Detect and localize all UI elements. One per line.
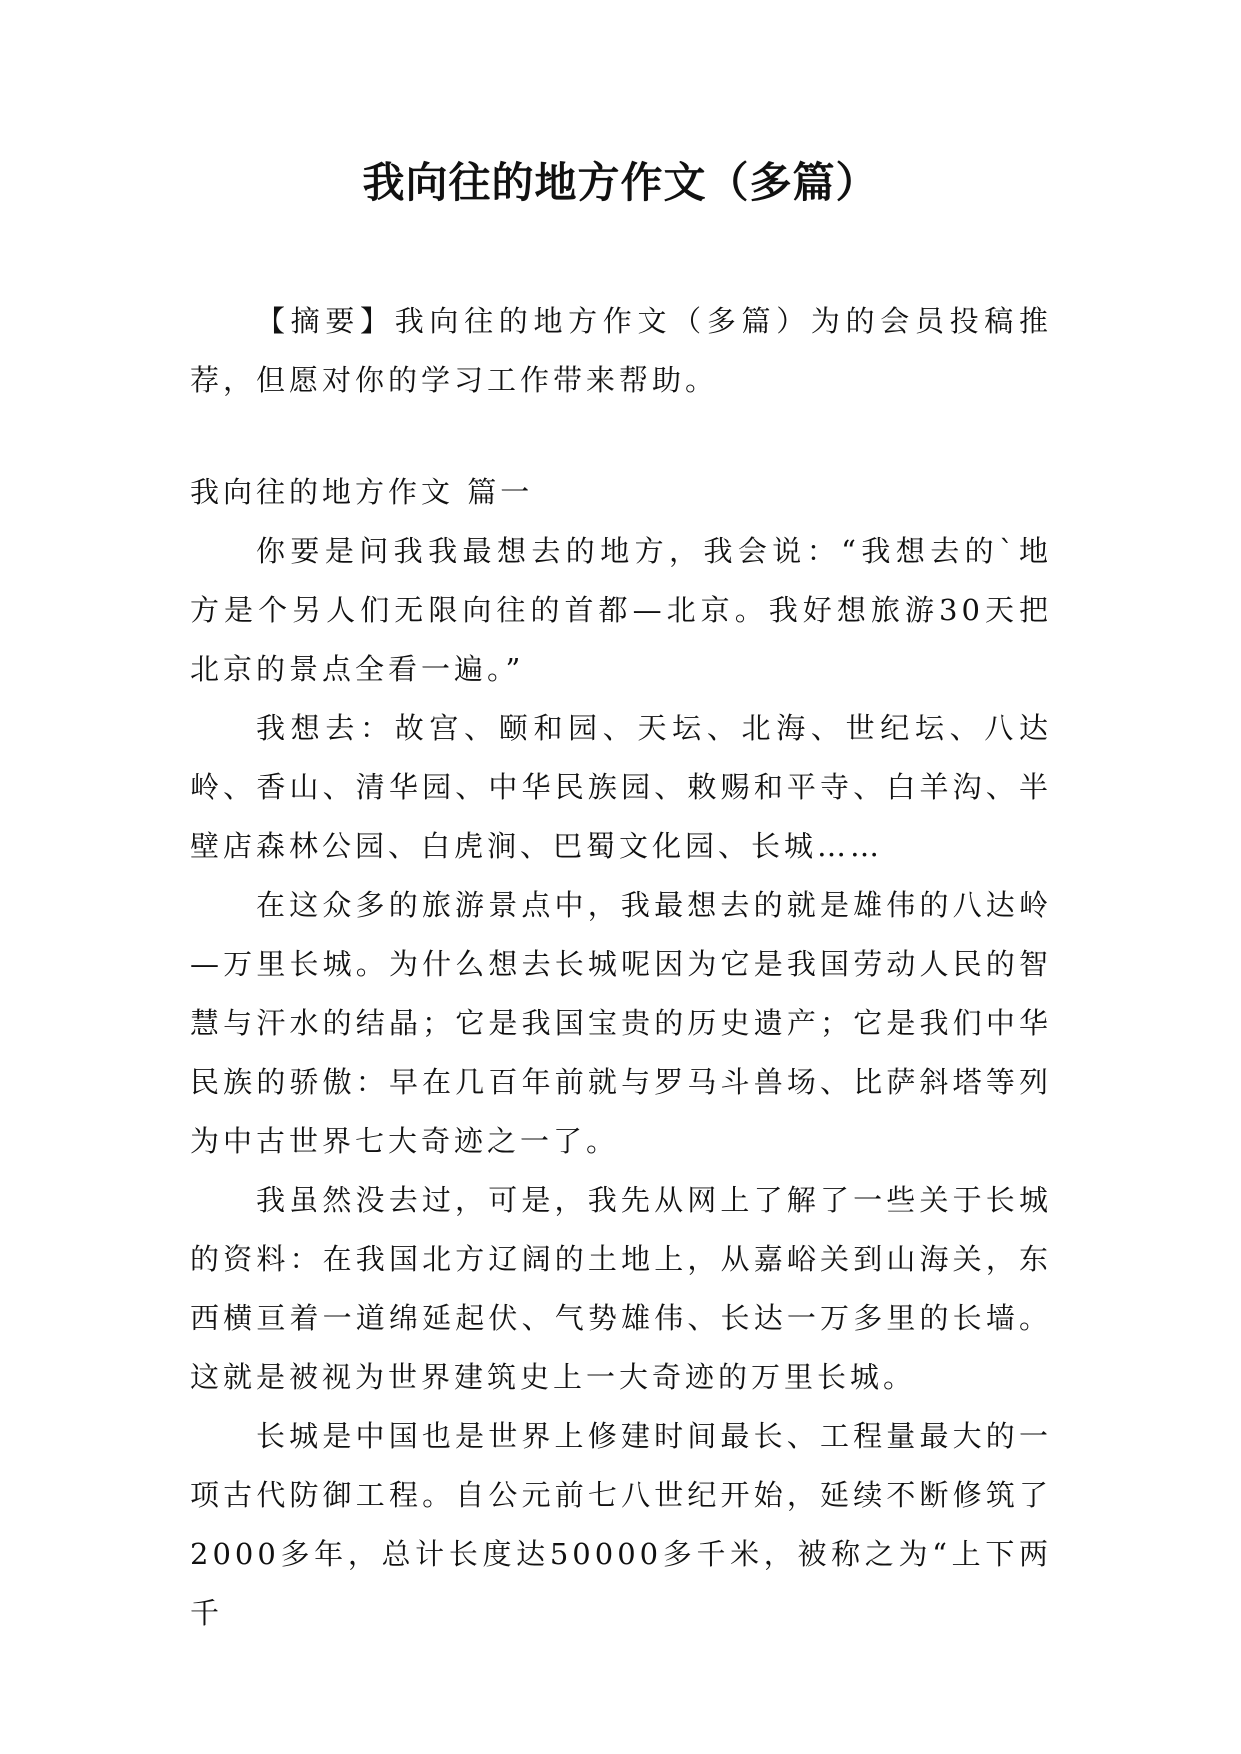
body-paragraph-1: 你要是问我我最想去的地方，我会说：“我想去的`地方是个另人们无限向往的首都—北京。我好想旅游30天把北京的景点全看一遍。” [190, 534, 1052, 686]
section-heading: 我向往的地方作文 篇一 [190, 475, 534, 509]
abstract-paragraph: 【摘要】我向往的地方作文（多篇）为的会员投稿推荐，但愿对你的学习工作带来帮助。 [190, 304, 1052, 397]
body-paragraph-2: 我想去：故宫、颐和园、天坛、北海、世纪坛、八达岭、香山、清华园、中华民族园、敕赐和平寺、白羊沟、半壁店森林公园、白虎涧、巴蜀文化园、长城…… [190, 711, 1052, 863]
document-title: 我向往的地方作文（多篇） [362, 158, 879, 207]
essay-body [190, 463, 1052, 1643]
body-paragraph-3: 在这众多的旅游景点中，我最想去的就是雄伟的八达岭—万里长城。为什么想去长城呢因为它是我国劳动人民的智慧与汗水的结晶；它是我国宝贵的历史遗产；它是我们中华民族的骄傲：早在几百年前就与罗马斗兽场、比萨斜塔等列为中古世界七大奇迹之一了。 [190, 888, 1052, 1158]
body-paragraph-5: 长城是中国也是世界上修建时间最长、工程量最大的一项古代防御工程。自公元前七八世纪开始，延续不断修筑了2000多年，总计长度达50000多千米，被称之为“上下两千 [190, 1419, 1052, 1630]
body-paragraph-4: 我虽然没去过，可是，我先从网上了解了一些关于长城的资料：在我国北方辽阔的土地上，从嘉峪关到山海关，东西横亘着一道绵延起伏、气势雄伟、长达一万多里的长墙。这就是被视为世界建筑史上一大奇迹的万里长城。 [190, 1183, 1052, 1394]
abstract-block [190, 292, 1052, 410]
